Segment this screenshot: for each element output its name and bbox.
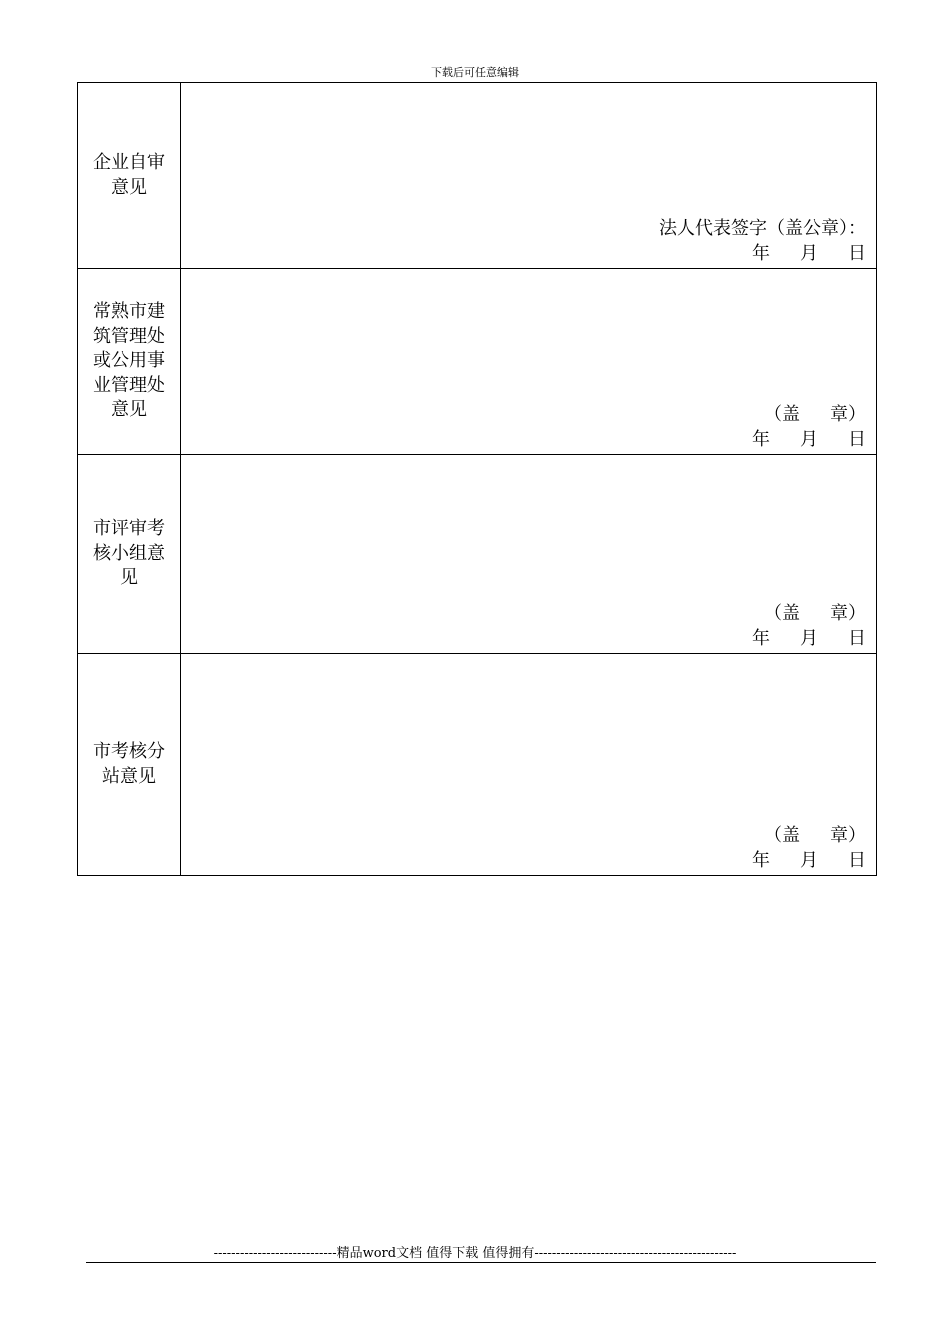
seal-block: [752, 823, 866, 873]
table-row-construction-admin: [78, 269, 877, 455]
row-label-cell: [78, 269, 181, 455]
day-label: 日: [848, 243, 866, 264]
month-label: 月: [800, 243, 818, 264]
seal-open-label: （盖: [764, 825, 800, 846]
seal-block: [752, 402, 866, 452]
opinion-field[interactable]: [181, 83, 877, 269]
seal-block: [752, 601, 866, 651]
row-label: 市评审考核小组意见: [93, 518, 165, 589]
row-label: 市考核分站意见: [93, 741, 165, 787]
day-label: 日: [848, 429, 866, 450]
seal-close-label: 章）: [830, 603, 866, 624]
year-label: 年: [752, 429, 770, 450]
day-label: 日: [848, 628, 866, 649]
day-label: 日: [848, 850, 866, 871]
date-line: [752, 848, 866, 873]
seal-open-label: （盖: [764, 603, 800, 624]
seal-line: [752, 402, 866, 427]
row-label-cell: [78, 455, 181, 654]
date-line: [752, 427, 866, 452]
date-line: [752, 626, 866, 651]
seal-open-label: （盖: [764, 404, 800, 425]
page-footer: ----------------------------精品word文档 值得下载 值得拥有----------------------------------------------: [213, 1246, 737, 1261]
opinion-field[interactable]: [181, 654, 877, 876]
row-label: 企业自审意见: [93, 152, 165, 198]
month-label: 月: [800, 628, 818, 649]
month-label: 月: [800, 850, 818, 871]
legal-rep-signature-label: 法人代表签字（盖公章）：: [659, 218, 866, 239]
seal-close-label: 章）: [830, 404, 866, 425]
opinion-field[interactable]: [181, 269, 877, 455]
seal-close-label: 章）: [830, 825, 866, 846]
year-label: 年: [752, 850, 770, 871]
year-label: 年: [752, 243, 770, 264]
page-header: 下载后可任意编辑: [431, 66, 519, 79]
seal-line: [752, 823, 866, 848]
footer-divider: [86, 1262, 876, 1263]
review-opinion-table: [77, 82, 877, 876]
table-row-enterprise-review: [78, 83, 877, 269]
row-label-cell: [78, 83, 181, 269]
row-label: 常熟市建筑管理处或公用事业管理处意见: [93, 301, 165, 421]
signature-block: [659, 216, 866, 266]
table-row-city-review-group: [78, 455, 877, 654]
date-line: [659, 241, 866, 266]
year-label: 年: [752, 628, 770, 649]
seal-line: [752, 601, 866, 626]
opinion-field[interactable]: [181, 455, 877, 654]
month-label: 月: [800, 429, 818, 450]
table-row-city-assessment-station: [78, 654, 877, 876]
row-label-cell: [78, 654, 181, 876]
